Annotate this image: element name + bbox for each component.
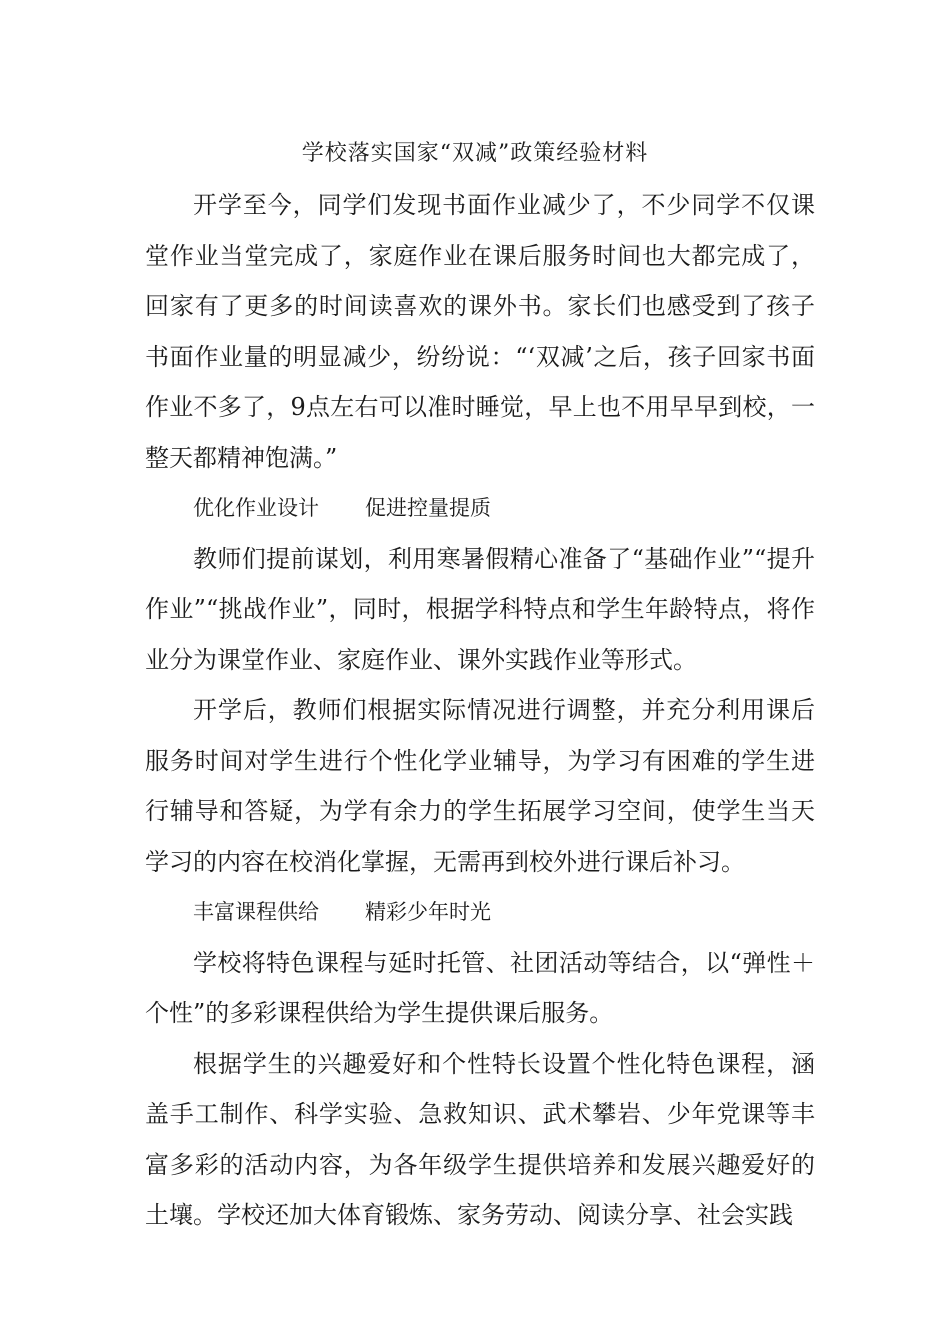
document-title: 学校落实国家“双减”政策经验材料 bbox=[301, 141, 649, 166]
document-body bbox=[145, 180, 815, 1241]
section-heading-part: 优化作业设计 bbox=[193, 496, 319, 520]
intro-paragraph: 开学至今，同学们发现书面作业减少了，不少同学不仅课堂作业当堂完成了，家庭作业在课后服务时间也大都完成了，回家有了更多的时间读喜欢的课外书。家长们也感受到了孩子书面作业量的明显减少，纷纷说：“‘双减’之后，孩子回家书面作业不多了，9点左右可以准时睡觉，早上也不用早早到校，一整天都精神饱满。” bbox=[145, 191, 815, 472]
section-heading-homework bbox=[145, 483, 815, 534]
section-heading-part: 促进控量提质 bbox=[365, 496, 491, 520]
courses-paragraph-2: 根据学生的兴趣爱好和个性特长设置个性化特色课程，涵盖手工制作、科学实验、急救知识、武术攀岩、少年党课等丰富多彩的活动内容，为各年级学生提供培养和发展兴趣爱好的土壤。学校还加大体育锻炼、家务劳动、阅读分享、社会实践 bbox=[145, 1049, 815, 1229]
courses-paragraph-1: 学校将特色课程与延时托管、社团活动等结合，以“弹性＋个性”的多彩课程供给为学生提供课后服务。 bbox=[145, 948, 815, 1027]
section-heading-part: 丰富课程供给 bbox=[193, 900, 319, 924]
section-heading-courses bbox=[145, 887, 815, 938]
section-heading-part: 精彩少年时光 bbox=[365, 900, 491, 924]
homework-paragraph-2: 开学后，教师们根据实际情况进行调整，并充分利用课后服务时间对学生进行个性化学业辅导，为学习有困难的学生进行辅导和答疑，为学有余力的学生拓展学习空间，使学生当天学习的内容在校消化掌握，无需再到校外进行课后补习。 bbox=[145, 696, 815, 876]
homework-paragraph-1: 教师们提前谋划，利用寒暑假精心准备了“基础作业”“提升作业”“挑战作业”，同时，根据学科特点和学生年龄特点，将作业分为课堂作业、家庭作业、课外实践作业等形式。 bbox=[145, 544, 815, 674]
